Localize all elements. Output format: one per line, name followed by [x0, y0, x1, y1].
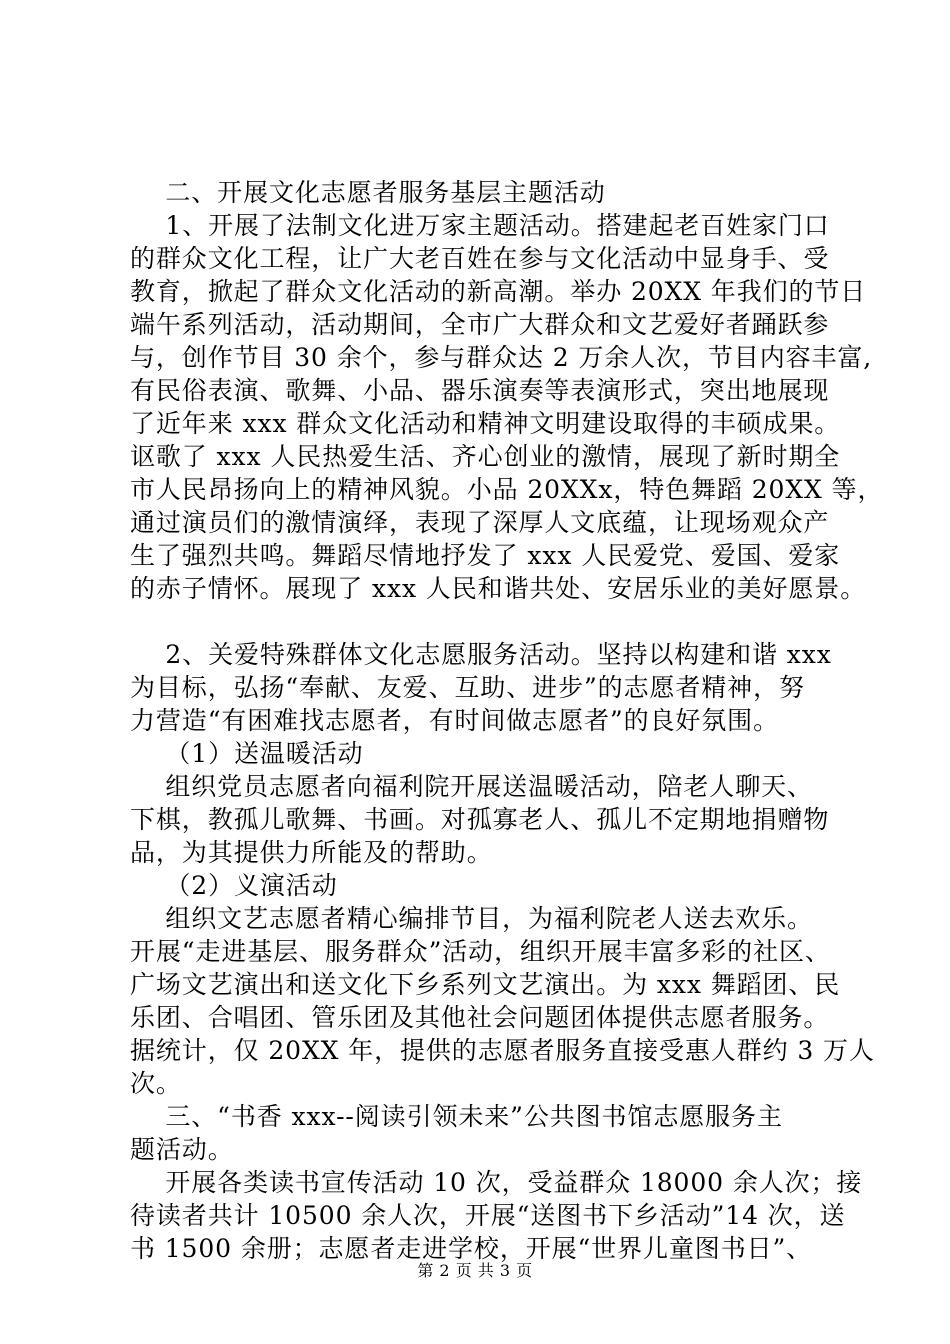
- text-line: 通过演员们的激情演绎，表现了深厚人文底蕴，让现场观众产: [130, 508, 830, 537]
- text-line: 的群众文化工程，让广大老百姓在参与文化活动中显身手、受: [130, 244, 830, 273]
- text-line: 1、开展了法制文化进万家主题活动。搭建起老百姓家门口: [130, 211, 830, 240]
- text-line: 乐团、合唱团、管乐团及其他社会问题团体提供志愿者服务。: [130, 1003, 830, 1032]
- page-number-footer: 第 2 页 共 3 页: [417, 1261, 533, 1280]
- text-line: 三、“书香 xxx--阅读引领未来”公共图书馆志愿服务主: [130, 1102, 783, 1131]
- text-line: 组织党员志愿者向福利院开展送温暖活动，陪老人聊天、: [130, 772, 813, 801]
- text-line: 与，创作节目 30 余个，参与群众达 2 万余人次，节目内容丰富,: [130, 343, 873, 372]
- text-line: （2）义演活动: [130, 871, 338, 900]
- text-line: 下棋，教孤儿歌舞、书画。对孤寡老人、孤儿不定期地捐赠物: [130, 805, 830, 834]
- text-line: 了近年来 xxx 群众文化活动和精神文明建设取得的丰硕成果。: [130, 409, 841, 438]
- text-line: 教育，掀起了群众文化活动的新高潮。举办 20XX 年我们的节日: [130, 277, 867, 306]
- text-line: 组织文艺志愿者精心编排节目，为福利院老人送去欢乐。: [130, 904, 813, 933]
- text-line: 开展各类读书宣传活动 10 次，受益群众 18000 余人次；接: [130, 1168, 863, 1197]
- text-line: 有民俗表演、歌舞、小品、器乐演奏等表演形式，突出地展现: [130, 376, 830, 405]
- text-line: 广场文艺演出和送文化下乡系列文艺演出。为 xxx 舞蹈团、民: [130, 970, 841, 999]
- text-line: 市人民昂扬向上的精神风貌。小品 20XXx，特色舞蹈 20XX 等，: [130, 475, 884, 504]
- text-line: 品，为其提供力所能及的帮助。: [130, 838, 493, 867]
- text-line: 书 1500 余册；志愿者走进学校，开展“世界儿童图书日”、: [130, 1234, 813, 1263]
- text-line: 据统计，仅 20XX 年，提供的志愿者服务直接受惠人群约 3 万人: [130, 1036, 875, 1065]
- text-line: 的赤子情怀。展现了 xxx 人民和谐共处、安居乐业的美好愿景。: [130, 574, 867, 603]
- text-line: （1）送温暖活动: [130, 739, 364, 768]
- text-line: 为目标，弘扬“奉献、友爱、互助、进步”的志愿者精神，努: [130, 673, 805, 702]
- text-line: 2、关爱特殊群体文化志愿服务活动。坚持以构建和谐 xxx: [130, 640, 832, 669]
- text-line: 题活动。: [130, 1135, 234, 1164]
- text-line: 次。: [130, 1069, 182, 1098]
- text-line: 力营造“有困难找志愿者，有时间做志愿者”的良好氛围。: [130, 706, 779, 735]
- text-line: 生了强烈共鸣。舞蹈尽情地抒发了 xxx 人民爱党、爱国、爱家: [130, 541, 841, 570]
- text-line: 讴歌了 xxx 人民热爱生活、齐心创业的激情，展现了新时期全: [130, 442, 841, 471]
- text-line: 二、开展文化志愿者服务基层主题活动: [130, 178, 606, 207]
- text-line: 开展“走进基层、服务群众”活动，组织开展丰富多彩的社区、: [130, 937, 831, 966]
- text-line: 待读者共计 10500 余人次，开展“送图书下乡活动”14 次，送: [130, 1201, 846, 1230]
- text-line: 端午系列活动，活动期间，全市广大群众和文艺爱好者踊跃参: [130, 310, 830, 339]
